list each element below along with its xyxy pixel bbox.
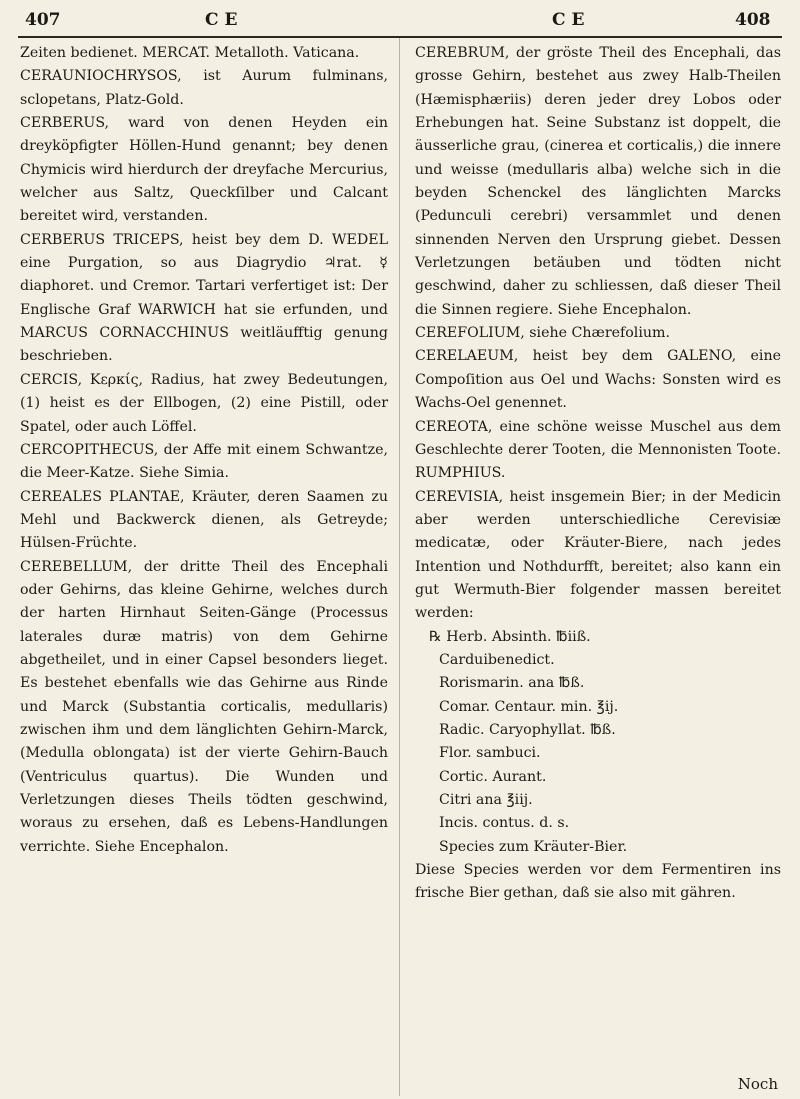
left-column	[20, 42, 388, 859]
entry-mercat-fragment: Zeiten bedienet. MERCAT. Metalloth. Vaticana.	[20, 45, 360, 61]
entry-cerelaeum: CERELAEUM, heist bey dem GALENO, eine Compoſition aus Oel und Wachs: Sonsten wird es Wachs-Oel genennet.	[415, 348, 781, 412]
header-rule	[18, 36, 782, 38]
entry-cercopithecus: CERCOPITHECUS, der Affe mit einem Schwantze, die Meer-Katze. Siehe Simia.	[20, 441, 388, 482]
recipe-line: Cortic. Aurant.	[439, 768, 547, 785]
entry-cercis: CERCIS, Κερκίς, Radius, hat zwey Bedeutungen, (1) heist es der Ellbogen, (2) eine Pistill, oder Spatel, oder auch Löffel.	[20, 371, 388, 435]
recipe-line: Carduibenedict.	[439, 651, 555, 668]
right-column	[415, 42, 781, 906]
recipe-line: Incis. contus. d. s.	[439, 815, 570, 832]
recipe-line: Comar. Centaur. min. ℥ij.	[439, 698, 619, 715]
entry-ceraunochrysos: CERAUNIOCHRYSOS, ist Aurum fulminans, sclopetans, Platz-Gold.	[20, 68, 388, 108]
recipe-closing: Diese Species werden vor dem Fermentiren ins frische Bier gethan, daß sie also mit gähren.	[415, 862, 781, 902]
running-header	[0, 6, 800, 36]
entry-cerebellum: CEREBELLUM, der dritte Theil des Encephali oder Gehirns, das kleine Gehirne, welches durch der harten Hirnhaut Seiten-Gänge (Processus laterales duræ matris) von dem Gehirne abgetheilet, und in einer Capsel besonders lieget. Es bestehet ebenfalls wie das Gehirne aus Rinde und Marck (Substantia corticalis, medullaris) zwischen ihm und dem länglichten Gehirn-Marck, (Medulla oblongata) ist der vierte Gehirn-Bauch (Ventriculus quartus). Die Wunden und Verletzungen dieses Theils tödten geschwind, woraus zu ersehen, daß es Lebens-Handlungen verrichte. Siehe Encephalon.	[20, 558, 388, 855]
column-divider	[399, 38, 400, 1096]
page-number-right: 408	[735, 10, 771, 30]
recipe-line: Citri ana ℥iij.	[439, 792, 533, 808]
entry-cereales-plantae: CEREALES PLANTAE, Kräuter, deren Saamen zu Mehl und Backwerck dienen, als Getreyde; Hülsen-Früchte.	[20, 488, 388, 552]
entry-cerevisia: CEREVISIA, heist insgemein Bier; in der Medicin aber werden unterschiedliche Cerevisiæ medicatæ, oder Kräuter-Biere, nach jedes Intention und Nothdurfft, bereitet; also kann ein gut Wermuth-Bier folgender massen bereitet werden:	[415, 488, 781, 622]
guide-word-right: C E	[552, 10, 585, 30]
entry-cerberus: CERBERUS, ward von denen Heyden ein dreyköpfigter Höllen-Hund genannt; bey denen Chymicis wird hierdurch der dreyfache Mercurius, welcher aus Saltz, Queckſilber und Calcant bereitet wird, verstanden.	[20, 115, 388, 225]
page-number-left: 407	[25, 10, 61, 30]
recipe-heading: ℞ Herb. Absinth. ℔iiß.	[429, 628, 591, 645]
entry-cerberus-triceps: CERBERUS TRICEPS, heist bey dem D. WEDEL eine Purgation, so aus Diagrydio ♃rat. ☿ diaphoret. und Cremor. Tartari verfertiget ist: Der Englische Graf WARWICH hat sie erfunden, und MARCUS CORNACCHINUS weitläufftig genung beschrieben.	[20, 231, 388, 365]
recipe-line: Radic. Caryophyllat. ℔ß.	[439, 721, 616, 738]
entry-cereota: CEREOTA, eine schöne weisse Muschel aus dem Geschlechte derer Tooten, die Mennonisten Toote. RUMPHIUS.	[415, 418, 781, 482]
recipe-line: Species zum Kräuter-Bier.	[439, 838, 628, 855]
entry-cerefolium: CEREFOLIUM, siehe Chærefolium.	[415, 325, 670, 342]
catchword: Noch	[737, 1075, 778, 1093]
recipe-line: Rorismarin. ana ℔ß.	[439, 675, 585, 692]
recipe-list	[425, 649, 781, 859]
entry-cerebrum: CEREBRUM, der gröste Theil des Encephali, das grosse Gehirn, bestehet aus zwey Halb-Theilen (Hæmisphæriis) deren jeder drey Lobos oder Erhebungen hat. Seine Substanz ist doppelt, die äusserliche grau, (cinerea et corticalis,) die innere und weisse (medullaris alba) welche sich in die beyden Schenckel des länglichten Marcks (Pedunculi cerebri) versammlet und denen sinnenden Nerven den Ursprung giebet. Dessen Verletzungen betäuben und tödten nicht geschwind, daher zu schliessen, daß dieser Theil die Sinnen regiere. Siehe Encephalon.	[415, 45, 781, 318]
guide-word-left: C E	[205, 10, 238, 30]
recipe-line: Flor. sambuci.	[439, 745, 541, 762]
